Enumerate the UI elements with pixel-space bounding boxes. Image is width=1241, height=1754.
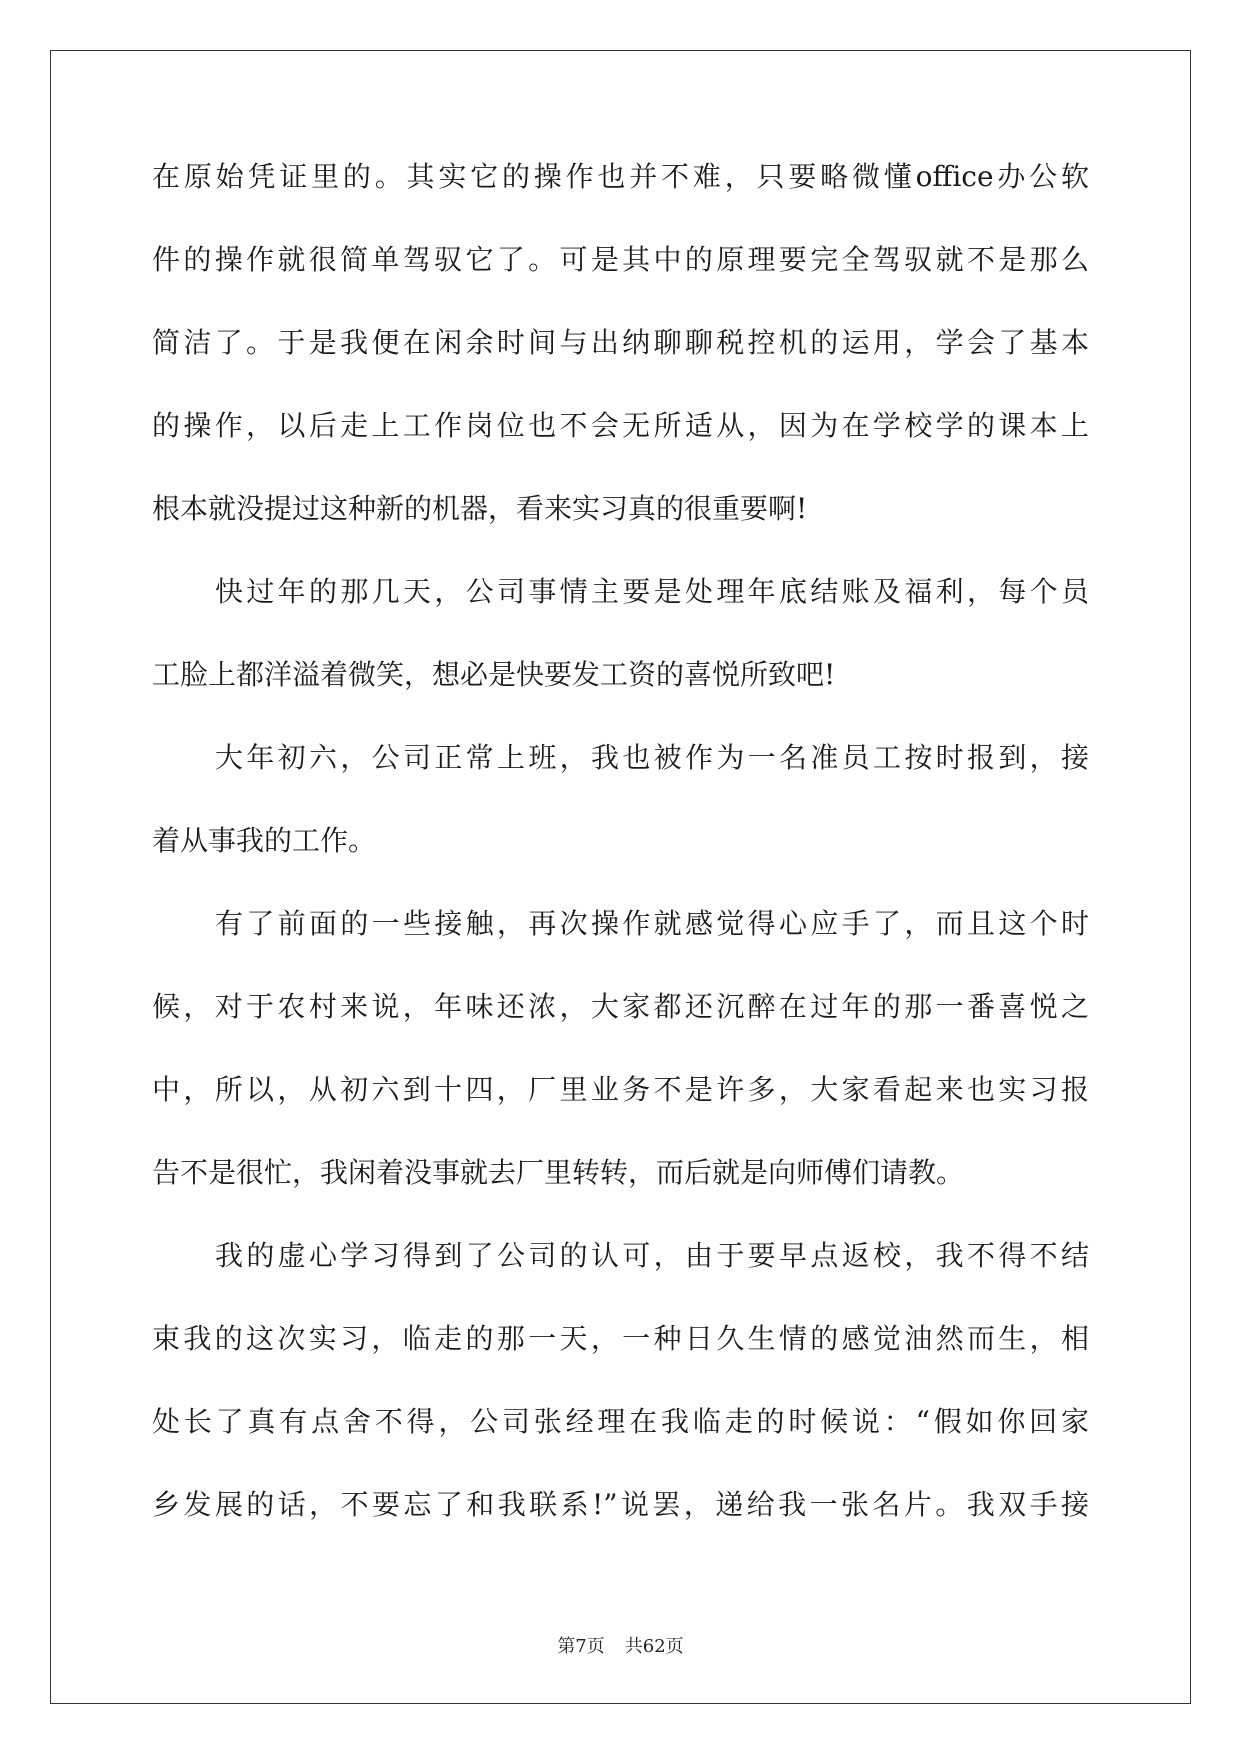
text-line: 简洁了。于是我便在闲余时间与出纳聊聊税控机的运用，学会了基本 (152, 326, 1089, 359)
page-total: 共62页 (624, 1636, 684, 1657)
paragraph-first-line: 有了前面的一些接触，再次操作就感觉得心应手了，而且这个时 (215, 907, 1089, 940)
text-line: 件的操作就很简单驾驭它了。可是其中的原理要完全驾驭就不是那么 (152, 243, 1089, 276)
paragraph-first-line: 大年初六，公司正常上班，我也被作为一名准员工按时报到，接 (215, 741, 1089, 774)
text-line: 根本就没提过这种新的机器，看来实习真的很重要啊! (152, 492, 808, 525)
text-line: 的操作，以后走上工作岗位也不会无所适从，因为在学校学的课本上 (152, 409, 1089, 442)
text-line: 告不是很忙，我闲着没事就去厂里转转，而后就是向师傅们请教。 (152, 1156, 965, 1189)
text-line: 处长了真有点舍不得，公司张经理在我临走的时候说：“假如你回家 (152, 1405, 1089, 1438)
document-body (152, 160, 1089, 1574)
text-line: 着从事我的工作。 (152, 824, 377, 857)
paragraph-first-line: 我的虚心学习得到了公司的认可，由于要早点返校，我不得不结 (215, 1239, 1089, 1272)
text-line: 工脸上都洋溢着微笑，想必是快要发工资的喜悦所致吧! (152, 658, 836, 691)
text-line: 束我的这次实习，临走的那一天，一种日久生情的感觉油然而生，相 (152, 1322, 1089, 1355)
text-line: 中，所以，从初六到十四，厂里业务不是许多，大家看起来也实习报 (152, 1073, 1089, 1106)
paragraph-first-line: 快过年的那几天，公司事情主要是处理年底结账及福利，每个员 (215, 575, 1089, 608)
text-line: 乡发展的话，不要忘了和我联系!”说罢，递给我一张名片。我双手接 (152, 1488, 1089, 1521)
text-line: 候，对于农村来说，年味还浓，大家都还沉醉在过年的那一番喜悦之 (152, 990, 1089, 1023)
page-footer (0, 1632, 1241, 1658)
page-number: 第7页 (557, 1636, 605, 1657)
text-line: 在原始凭证里的。其实它的操作也并不难，只要略微懂office办公软 (152, 160, 1089, 193)
